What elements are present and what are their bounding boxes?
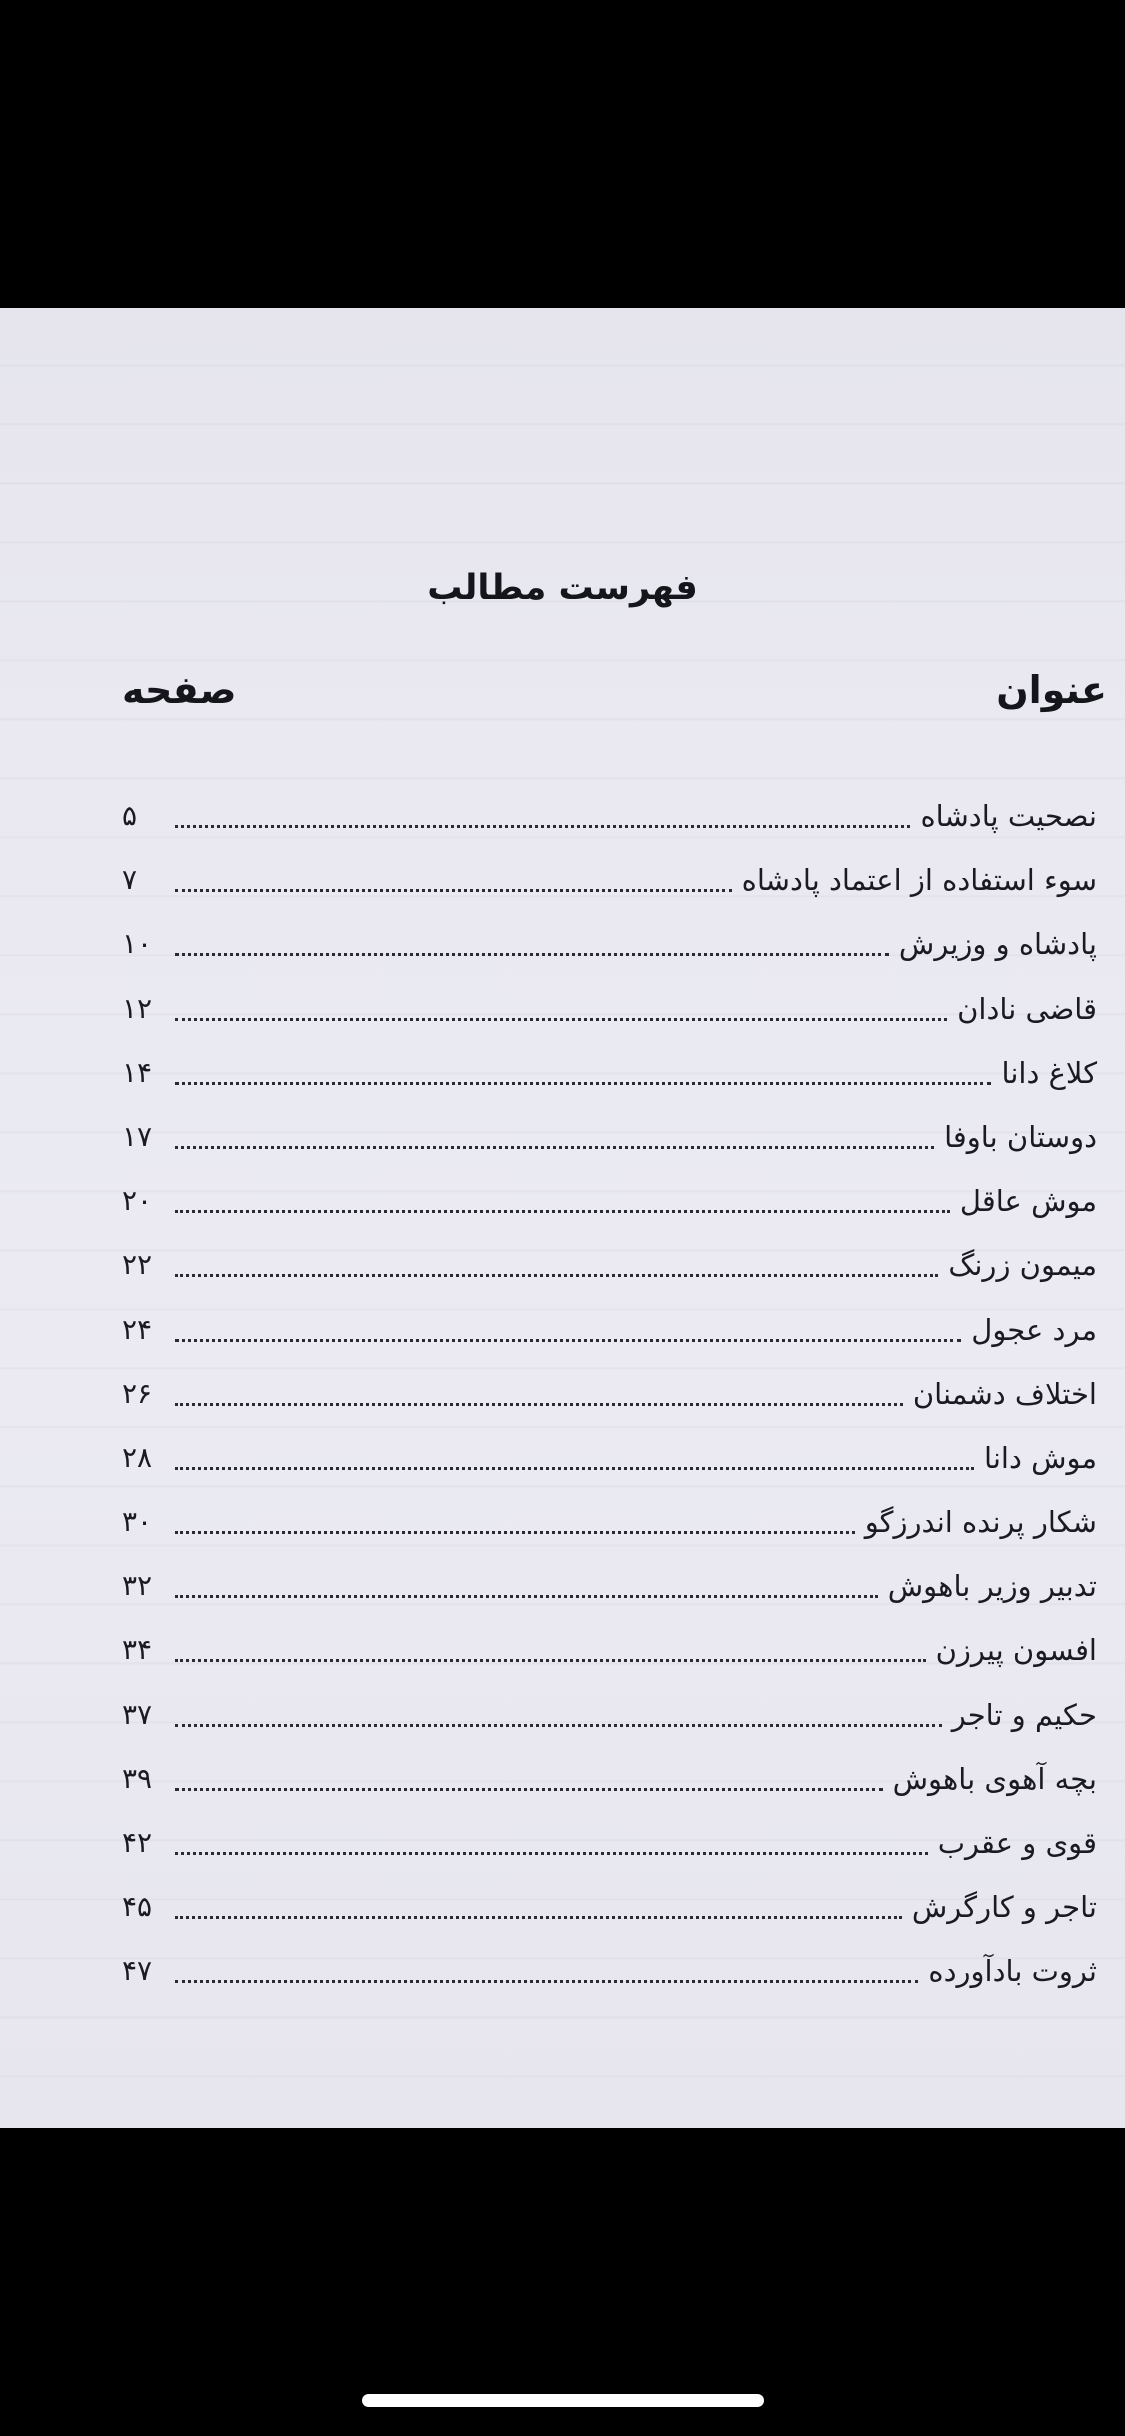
toc-entry-page: ۴۷ [122,1954,153,1988]
toc-entry-page: ۳۴ [122,1633,153,1667]
table-of-contents [0,796,1125,2016]
toc-entry-title: پادشاه و وزیرش [898,927,1097,962]
toc-entry-page: ۳۲ [122,1569,153,1603]
leader-dots [175,1980,918,1983]
toc-entry[interactable] [0,1438,1125,1502]
toc-entry-page: ۲۴ [122,1312,153,1346]
toc-entry-page: ۱۴ [122,1055,153,1089]
toc-entry-title: کلاغ دانا [1001,1055,1097,1090]
toc-entry[interactable] [0,1630,1125,1694]
toc-entry-page: ۲۶ [122,1376,153,1410]
toc-entry-title: بچه آهوی باهوش [892,1761,1097,1796]
toc-entry[interactable] [0,1310,1125,1374]
leader-dots [175,1467,974,1470]
toc-entry-page: ۱۲ [122,991,153,1025]
toc-entry-title: قوی و عقرب [937,1826,1097,1860]
toc-entry-page: ۲۸ [122,1440,153,1474]
toc-entry-title: افسون پیرزن [935,1633,1097,1668]
toc-entry-page: ۴۲ [122,1826,153,1859]
toc-entry-title: ثروت بادآورده [928,1954,1097,1989]
leader-dots [175,825,910,828]
toc-entry[interactable] [0,989,1125,1053]
leader-dots [175,1595,878,1598]
toc-entry[interactable] [0,1374,1125,1438]
toc-entry-title: قاضی نادان [957,991,1097,1026]
toc-entry-title: سوء استفاده از اعتماد پادشاه [741,863,1097,898]
toc-entry[interactable] [0,1823,1125,1887]
leader-dots [175,1082,991,1085]
toc-entry-page: ۳۰ [122,1505,153,1539]
toc-entry-title: موش عاقل [959,1184,1097,1219]
leader-dots [175,889,732,892]
toc-entry[interactable] [0,1053,1125,1117]
toc-entry-page: ۲۲ [122,1248,153,1282]
leader-dots [175,1403,903,1406]
leader-dots [175,1146,934,1149]
leader-dots [175,1724,942,1727]
column-header-page: صفحه [122,668,237,712]
page-title: فهرست مطالب [427,568,698,608]
toc-entry[interactable] [0,796,1125,860]
toc-entry[interactable] [0,1951,1125,2015]
toc-entry-page: ۳۷ [122,1697,153,1731]
toc-entry-page: ۱۰ [122,927,153,961]
book-page-photo [0,308,1125,2128]
toc-entry-page: ۴۵ [122,1890,153,1924]
toc-entry[interactable] [0,1566,1125,1630]
toc-entry-title: موش دانا [983,1440,1097,1475]
toc-entry[interactable] [0,1887,1125,1951]
leader-dots [175,1018,947,1021]
toc-entry-page: ۱۷ [122,1119,153,1153]
toc-entry-title: نصحیت پادشاه [920,799,1097,833]
leader-dots [175,1274,938,1277]
home-indicator[interactable] [362,2394,764,2407]
toc-entry-title: تاجر و کارگرش [911,1890,1097,1925]
toc-entry-title: مرد عجول [971,1312,1097,1347]
toc-entry[interactable] [0,1117,1125,1181]
toc-entry-title: اختلاف دشمنان [912,1376,1097,1411]
toc-entry[interactable] [0,1502,1125,1566]
leader-dots [175,1531,855,1534]
toc-entry[interactable] [0,924,1125,988]
toc-entry-title: میمون زرنگ [948,1248,1097,1283]
toc-entry[interactable] [0,860,1125,924]
toc-entry-page: ۳۹ [122,1761,153,1795]
toc-entry[interactable] [0,1181,1125,1245]
leader-dots [175,1659,926,1662]
toc-entry-title: دوستان باوفا [944,1119,1097,1154]
toc-entry[interactable] [0,1759,1125,1823]
toc-entry[interactable] [0,1245,1125,1309]
leader-dots [175,1916,902,1919]
toc-entry-page: ۵ [122,799,138,832]
leader-dots [175,1339,961,1342]
toc-entry-page: ۲۰ [122,1184,153,1218]
toc-entry-page: ۷ [122,863,138,897]
toc-entry-title: تدبیر وزیر باهوش [887,1569,1097,1604]
column-header-title: عنوان [996,668,1107,712]
leader-dots [175,1788,883,1791]
leader-dots [175,1852,928,1855]
toc-entry-title: حکیم و تاجر [951,1697,1097,1732]
toc-entry-title: شکار پرنده اندرزگو [864,1505,1097,1540]
leader-dots [175,953,889,956]
toc-entry[interactable] [0,1695,1125,1759]
leader-dots [175,1210,950,1213]
